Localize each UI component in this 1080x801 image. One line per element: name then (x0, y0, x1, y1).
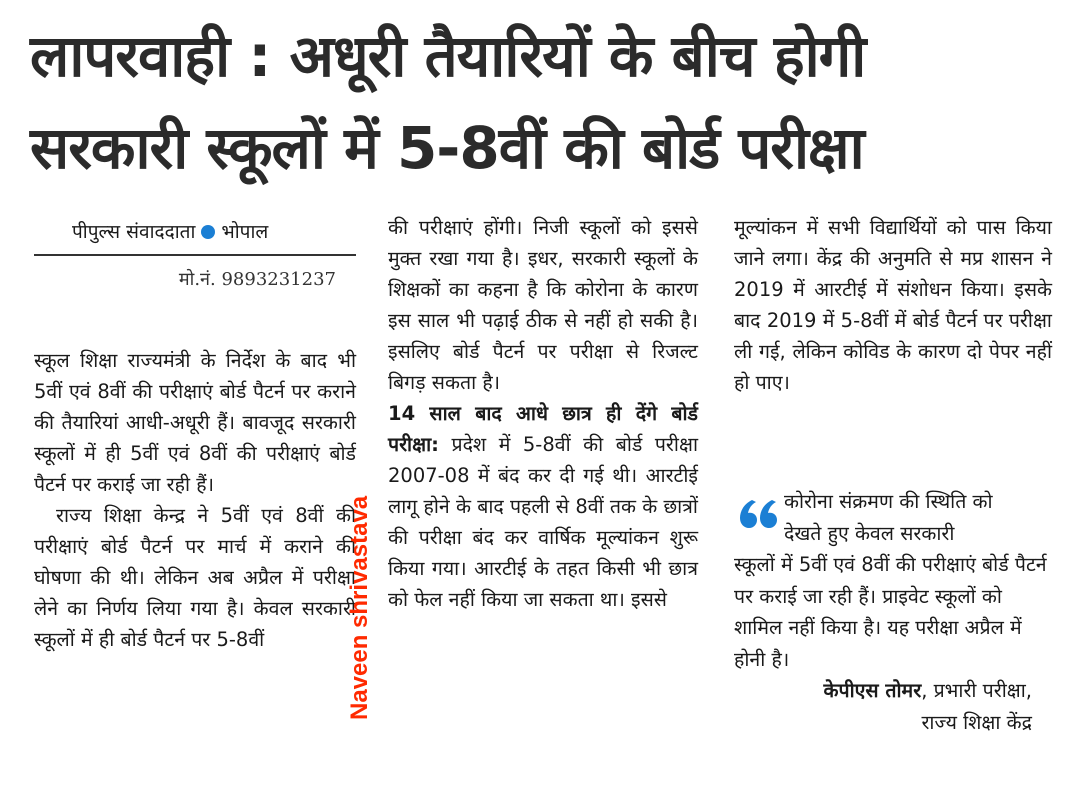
paragraph: स्कूल शिक्षा राज्यमंत्री के निर्देश के बाद भी 5वीं एवं 8वीं की परीक्षाएं बोर्ड पैटर्न पर कराने की तैयारियां आधी-अधूरी हैं। बावजूद सरकारी स्कूलों में ही 5वीं एवं 8वीं की परीक्षाएं बोर्ड पैटर्न पर कराई जा रही हैं। (34, 349, 356, 496)
column-2 (388, 212, 698, 615)
dateline-city: भोपाल (221, 221, 269, 243)
subheading: 14 साल बाद आधे छात्र ही देंगे बोर्ड परीक्षा: (388, 402, 698, 456)
pull-quote (734, 486, 1052, 738)
headline (30, 10, 1060, 194)
headline-line-1: लापरवाही : अधूरी तैयारियों के बीच होगी (30, 22, 866, 90)
paragraph (388, 398, 698, 615)
reporter-name: पीपुल्स संवाददाता (72, 221, 196, 243)
quote-line: कोरोना संक्रमण की स्थिति को (784, 490, 993, 513)
paragraph: की परीक्षाएं होंगी। निजी स्कूलों को इससे मुक्त रखा गया है। इधर, सरकारी स्कूलों के शिक्षकों का कहना है कि कोरोना के कारण इस साल भी पढ़ाई ठीक से नहीं हो सकी है। इसलिए बोर्ड पैटर्न पर परीक्षा से रिजल्ट बिगड़ सकता है। (388, 216, 698, 394)
byline (34, 212, 356, 252)
paragraph-text: प्रदेश में 5-8वीं की बोर्ड परीक्षा 2007-08 में बंद कर दी गई थी। आरटीई लागू होने के बाद पहली से 8वीं तक के छात्रों की परीक्षा बंद कर वार्षिक मूल्यांकन शुरू किया गया। आरटीई के तहत किसी भी छात्र को फेल नहीं किया जा सकता था। इससे (388, 433, 698, 611)
bullet-dot-icon (201, 225, 215, 239)
column-1 (34, 212, 356, 655)
paragraph: मूल्यांकन में सभी विद्यार्थियों को पास किया जाने लगा। केंद्र की अनुमति से मप्र शासन ने 2019 में आरटीई में संशोधन किया। इसके बाद 2019 में 5-8वीं में बोर्ड पैटर्न पर परीक्षा ली गई, लेकिन कोविड के कारण दो पेपर नहीं हो पाए। (734, 216, 1052, 394)
speaker-name: केपीएस तोमर (823, 679, 922, 702)
headline-line-2: सरकारी स्कूलों में 5-8वीं की बोर्ड परीक्षा (30, 114, 864, 182)
quote-line: देखते हुए केवल सरकारी (784, 521, 955, 545)
quote-mark-icon (738, 494, 778, 534)
watermark-text: Naveen shrivastava (346, 495, 373, 720)
speaker-organization: राज्य शिक्षा केंद्र (921, 710, 1032, 734)
speaker-role: , प्रभारी परीक्षा, (921, 679, 1032, 702)
column-1-body (34, 345, 356, 655)
paragraph: राज्य शिक्षा केन्द्र ने 5वीं एवं 8वीं की परीक्षाएं बोर्ड पैटर्न पर मार्च में कराने की घोषणा की थी। लेकिन अब अप्रैल में परीक्षा लेने का निर्णय लिया गया है। केवल सरकारी स्कूलों में ही बोर्ड पैटर्न पर 5-8वीं (34, 504, 356, 651)
quote-attribution (734, 675, 1052, 707)
reporter-phone: मो.नं. 9893231237 (178, 269, 336, 290)
quote-body: स्कूलों में 5वीं एवं 8वीं की परीक्षाएं बोर्ड पैटर्न पर कराई जा रही हैं। प्राइवेट स्कूलों को शामिल नहीं किया है। यह परीक्षा अप्रैल में होनी है। (734, 553, 1047, 671)
column-3 (734, 212, 1052, 398)
